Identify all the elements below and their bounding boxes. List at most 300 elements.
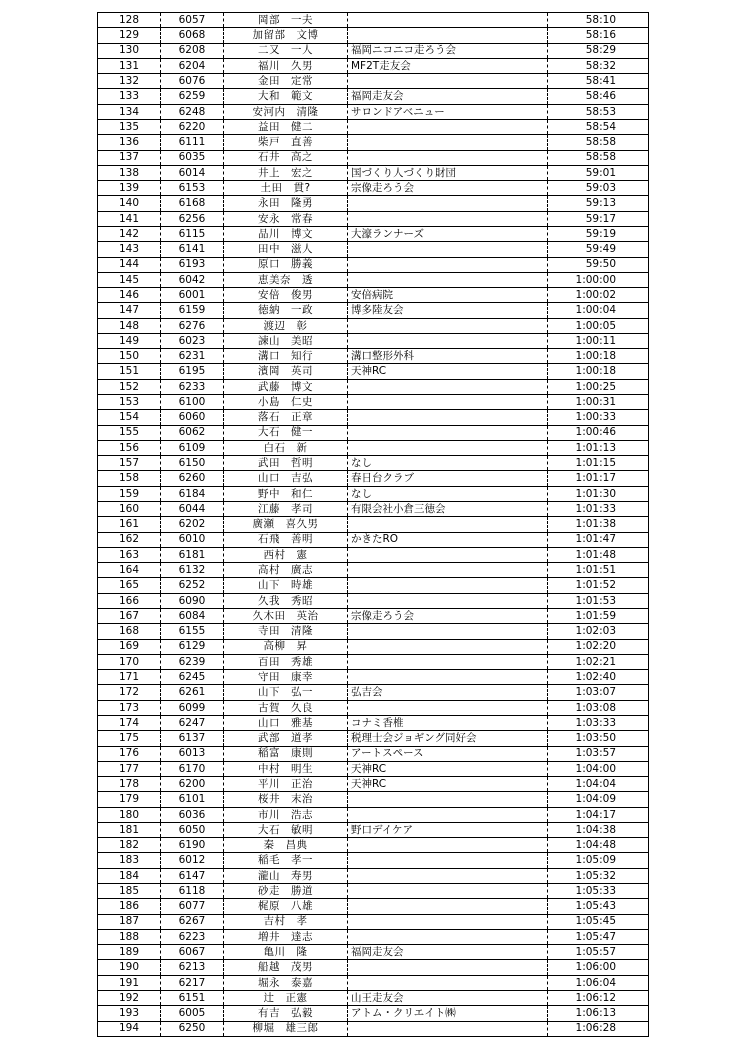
bib-number-cell: 6118 <box>161 884 224 899</box>
bib-number-cell: 6248 <box>161 104 224 119</box>
rank-cell: 136 <box>98 135 161 150</box>
table-row <box>98 425 649 440</box>
finish-time-cell: 1:00:33 <box>548 410 649 425</box>
table-row <box>98 349 649 364</box>
bib-number-cell: 6159 <box>161 303 224 318</box>
runner-name-cell: 諫山 美昭 <box>224 333 348 348</box>
finish-time-cell: 59:03 <box>548 181 649 196</box>
bib-number-cell: 6217 <box>161 975 224 990</box>
runner-name-cell: 加留部 文博 <box>224 28 348 43</box>
table-row <box>98 58 649 73</box>
table-row <box>98 440 649 455</box>
bib-number-cell: 6005 <box>161 1006 224 1021</box>
table-row <box>98 74 649 89</box>
rank-cell: 157 <box>98 456 161 471</box>
table-row <box>98 700 649 715</box>
rank-cell: 188 <box>98 929 161 944</box>
rank-cell: 187 <box>98 914 161 929</box>
finish-time-cell: 1:06:04 <box>548 975 649 990</box>
bib-number-cell: 6170 <box>161 761 224 776</box>
rank-cell: 139 <box>98 181 161 196</box>
runner-name-cell: 砂走 勝道 <box>224 884 348 899</box>
bib-number-cell: 6184 <box>161 486 224 501</box>
runner-name-cell: 田中 滋人 <box>224 242 348 257</box>
team-cell: 安倍病院 <box>348 288 548 303</box>
runner-name-cell: 石井 高之 <box>224 150 348 165</box>
finish-time-cell: 1:01:52 <box>548 578 649 593</box>
rank-cell: 137 <box>98 150 161 165</box>
bib-number-cell: 6101 <box>161 792 224 807</box>
table-row <box>98 181 649 196</box>
rank-cell: 178 <box>98 777 161 792</box>
team-cell: かきたRO <box>348 532 548 547</box>
finish-time-cell: 1:03:57 <box>548 746 649 761</box>
runner-name-cell: 山口 吉弘 <box>224 471 348 486</box>
rank-cell: 150 <box>98 349 161 364</box>
table-row <box>98 853 649 868</box>
runner-name-cell: 井上 宏之 <box>224 165 348 180</box>
runner-name-cell: 梶原 八雄 <box>224 899 348 914</box>
team-cell <box>348 853 548 868</box>
table-row <box>98 685 649 700</box>
table-row <box>98 578 649 593</box>
table-row <box>98 379 649 394</box>
rank-cell: 153 <box>98 395 161 410</box>
runner-name-cell: 石飛 善明 <box>224 532 348 547</box>
team-cell <box>348 395 548 410</box>
finish-time-cell: 1:05:45 <box>548 914 649 929</box>
rank-cell: 145 <box>98 272 161 287</box>
runner-name-cell: 恵美奈 透 <box>224 272 348 287</box>
finish-time-cell: 58:32 <box>548 58 649 73</box>
bib-number-cell: 6193 <box>161 257 224 272</box>
team-cell <box>348 333 548 348</box>
rank-cell: 180 <box>98 807 161 822</box>
team-cell <box>348 593 548 608</box>
rank-cell: 191 <box>98 975 161 990</box>
runner-name-cell: 稲毛 孝一 <box>224 853 348 868</box>
bib-number-cell: 6044 <box>161 502 224 517</box>
runner-name-cell: 安永 常春 <box>224 211 348 226</box>
finish-time-cell: 1:01:53 <box>548 593 649 608</box>
rank-cell: 132 <box>98 74 161 89</box>
team-cell <box>348 410 548 425</box>
runner-name-cell: 金田 定常 <box>224 74 348 89</box>
runner-name-cell: 柳堀 雄三郎 <box>224 1021 348 1036</box>
runner-name-cell: 寺田 清隆 <box>224 624 348 639</box>
finish-time-cell: 1:00:25 <box>548 379 649 394</box>
table-row <box>98 502 649 517</box>
results-body <box>98 13 649 1037</box>
bib-number-cell: 6023 <box>161 333 224 348</box>
table-row <box>98 960 649 975</box>
runner-name-cell: 辻 正憲 <box>224 991 348 1006</box>
finish-time-cell: 1:00:18 <box>548 364 649 379</box>
finish-time-cell: 1:02:40 <box>548 670 649 685</box>
team-cell: 春日台クラブ <box>348 471 548 486</box>
team-cell: サロンドアベニュー <box>348 104 548 119</box>
rank-cell: 168 <box>98 624 161 639</box>
bib-number-cell: 6151 <box>161 991 224 1006</box>
bib-number-cell: 6260 <box>161 471 224 486</box>
bib-number-cell: 6220 <box>161 119 224 134</box>
rank-cell: 140 <box>98 196 161 211</box>
finish-time-cell: 58:58 <box>548 150 649 165</box>
table-row <box>98 822 649 837</box>
table-row <box>98 89 649 104</box>
table-row <box>98 28 649 43</box>
bib-number-cell: 6068 <box>161 28 224 43</box>
team-cell <box>348 425 548 440</box>
team-cell <box>348 1021 548 1036</box>
rank-cell: 144 <box>98 257 161 272</box>
rank-cell: 134 <box>98 104 161 119</box>
runner-name-cell: 徳納 一政 <box>224 303 348 318</box>
finish-time-cell: 58:29 <box>548 43 649 58</box>
table-row <box>98 624 649 639</box>
finish-time-cell: 58:10 <box>548 13 649 28</box>
table-row <box>98 670 649 685</box>
table-row <box>98 364 649 379</box>
table-row <box>98 196 649 211</box>
finish-time-cell: 1:04:48 <box>548 838 649 853</box>
table-row <box>98 914 649 929</box>
finish-time-cell: 1:06:00 <box>548 960 649 975</box>
runner-name-cell: 桜井 末治 <box>224 792 348 807</box>
finish-time-cell: 1:03:07 <box>548 685 649 700</box>
bib-number-cell: 6195 <box>161 364 224 379</box>
bib-number-cell: 6155 <box>161 624 224 639</box>
bib-number-cell: 6208 <box>161 43 224 58</box>
table-row <box>98 211 649 226</box>
rank-cell: 173 <box>98 700 161 715</box>
bib-number-cell: 6115 <box>161 226 224 241</box>
table-row <box>98 884 649 899</box>
runner-name-cell: 大石 健一 <box>224 425 348 440</box>
runner-name-cell: 久木田 英治 <box>224 608 348 623</box>
team-cell: 福岡走友会 <box>348 89 548 104</box>
rank-cell: 166 <box>98 593 161 608</box>
rank-cell: 128 <box>98 13 161 28</box>
runner-name-cell: 落石 正章 <box>224 410 348 425</box>
runner-name-cell: 吉村 孝 <box>224 914 348 929</box>
rank-cell: 177 <box>98 761 161 776</box>
rank-cell: 169 <box>98 639 161 654</box>
runner-name-cell: 亀川 隆 <box>224 945 348 960</box>
finish-time-cell: 1:03:33 <box>548 715 649 730</box>
finish-time-cell: 1:05:57 <box>548 945 649 960</box>
team-cell: 宗像走ろう会 <box>348 608 548 623</box>
team-cell <box>348 807 548 822</box>
results-table <box>97 12 649 1037</box>
bib-number-cell: 6012 <box>161 853 224 868</box>
table-row <box>98 807 649 822</box>
rank-cell: 165 <box>98 578 161 593</box>
rank-cell: 159 <box>98 486 161 501</box>
bib-number-cell: 6259 <box>161 89 224 104</box>
table-row <box>98 318 649 333</box>
table-row <box>98 471 649 486</box>
rank-cell: 172 <box>98 685 161 700</box>
runner-name-cell: 原口 勝義 <box>224 257 348 272</box>
bib-number-cell: 6111 <box>161 135 224 150</box>
finish-time-cell: 1:00:00 <box>548 272 649 287</box>
table-row <box>98 1006 649 1021</box>
table-row <box>98 1021 649 1036</box>
table-row <box>98 868 649 883</box>
table-row <box>98 608 649 623</box>
runner-name-cell: 堀永 泰嘉 <box>224 975 348 990</box>
table-row <box>98 899 649 914</box>
table-row <box>98 135 649 150</box>
table-row <box>98 242 649 257</box>
rank-cell: 162 <box>98 532 161 547</box>
runner-name-cell: 岡部 一夫 <box>224 13 348 28</box>
team-cell <box>348 242 548 257</box>
table-row <box>98 165 649 180</box>
rank-cell: 148 <box>98 318 161 333</box>
rank-cell: 185 <box>98 884 161 899</box>
bib-number-cell: 6050 <box>161 822 224 837</box>
rank-cell: 161 <box>98 517 161 532</box>
team-cell <box>348 150 548 165</box>
finish-time-cell: 59:49 <box>548 242 649 257</box>
bib-number-cell: 6181 <box>161 547 224 562</box>
finish-time-cell: 1:00:18 <box>548 349 649 364</box>
table-row <box>98 991 649 1006</box>
bib-number-cell: 6250 <box>161 1021 224 1036</box>
table-row <box>98 303 649 318</box>
team-cell <box>348 975 548 990</box>
rank-cell: 194 <box>98 1021 161 1036</box>
finish-time-cell: 59:19 <box>548 226 649 241</box>
rank-cell: 189 <box>98 945 161 960</box>
rank-cell: 160 <box>98 502 161 517</box>
table-row <box>98 150 649 165</box>
rank-cell: 184 <box>98 868 161 883</box>
finish-time-cell: 59:13 <box>548 196 649 211</box>
team-cell <box>348 257 548 272</box>
rank-cell: 143 <box>98 242 161 257</box>
runner-name-cell: 有吉 弘毅 <box>224 1006 348 1021</box>
finish-time-cell: 1:05:33 <box>548 884 649 899</box>
rank-cell: 141 <box>98 211 161 226</box>
runner-name-cell: 高柳 昇 <box>224 639 348 654</box>
rank-cell: 131 <box>98 58 161 73</box>
table-row <box>98 226 649 241</box>
finish-time-cell: 59:50 <box>548 257 649 272</box>
finish-time-cell: 58:41 <box>548 74 649 89</box>
runner-name-cell: 濱岡 英司 <box>224 364 348 379</box>
runner-name-cell: 増井 達志 <box>224 929 348 944</box>
runner-name-cell: 二又 一人 <box>224 43 348 58</box>
finish-time-cell: 1:01:33 <box>548 502 649 517</box>
runner-name-cell: 秦 昌典 <box>224 838 348 853</box>
rank-cell: 138 <box>98 165 161 180</box>
bib-number-cell: 6213 <box>161 960 224 975</box>
finish-time-cell: 1:00:04 <box>548 303 649 318</box>
runner-name-cell: 野中 和仁 <box>224 486 348 501</box>
runner-name-cell: 土田 貫? <box>224 181 348 196</box>
rank-cell: 155 <box>98 425 161 440</box>
bib-number-cell: 6153 <box>161 181 224 196</box>
runner-name-cell: 永田 隆勇 <box>224 196 348 211</box>
table-row <box>98 532 649 547</box>
bib-number-cell: 6245 <box>161 670 224 685</box>
table-row <box>98 777 649 792</box>
bib-number-cell: 6190 <box>161 838 224 853</box>
table-row <box>98 593 649 608</box>
team-cell <box>348 547 548 562</box>
runner-name-cell: 古賀 久良 <box>224 700 348 715</box>
bib-number-cell: 6147 <box>161 868 224 883</box>
rank-cell: 174 <box>98 715 161 730</box>
runner-name-cell: 百田 秀雄 <box>224 654 348 669</box>
runner-name-cell: 瀧山 寿男 <box>224 868 348 883</box>
rank-cell: 130 <box>98 43 161 58</box>
runner-name-cell: 江藤 孝司 <box>224 502 348 517</box>
finish-time-cell: 59:01 <box>548 165 649 180</box>
finish-time-cell: 1:04:17 <box>548 807 649 822</box>
bib-number-cell: 6010 <box>161 532 224 547</box>
rank-cell: 176 <box>98 746 161 761</box>
team-cell: 宗像走ろう会 <box>348 181 548 196</box>
team-cell <box>348 28 548 43</box>
team-cell <box>348 517 548 532</box>
table-row <box>98 563 649 578</box>
finish-time-cell: 1:05:43 <box>548 899 649 914</box>
bib-number-cell: 6067 <box>161 945 224 960</box>
runner-name-cell: 溝口 知行 <box>224 349 348 364</box>
finish-time-cell: 1:06:12 <box>548 991 649 1006</box>
finish-time-cell: 1:02:21 <box>548 654 649 669</box>
rank-cell: 152 <box>98 379 161 394</box>
runner-name-cell: 柴戸 直善 <box>224 135 348 150</box>
rank-cell: 133 <box>98 89 161 104</box>
rank-cell: 154 <box>98 410 161 425</box>
table-row <box>98 654 649 669</box>
bib-number-cell: 6204 <box>161 58 224 73</box>
finish-time-cell: 1:01:17 <box>548 471 649 486</box>
runner-name-cell: 船越 茂男 <box>224 960 348 975</box>
rank-cell: 167 <box>98 608 161 623</box>
team-cell <box>348 868 548 883</box>
team-cell: 福岡ニコニコ走ろう会 <box>348 43 548 58</box>
bib-number-cell: 6247 <box>161 715 224 730</box>
rank-cell: 158 <box>98 471 161 486</box>
bib-number-cell: 6084 <box>161 608 224 623</box>
bib-number-cell: 6060 <box>161 410 224 425</box>
runner-name-cell: 武部 道孝 <box>224 731 348 746</box>
rank-cell: 186 <box>98 899 161 914</box>
runner-name-cell: 守田 康幸 <box>224 670 348 685</box>
team-cell: アトム・クリエイト㈱ <box>348 1006 548 1021</box>
team-cell <box>348 929 548 944</box>
bib-number-cell: 6223 <box>161 929 224 944</box>
table-row <box>98 288 649 303</box>
runner-name-cell: 品川 博文 <box>224 226 348 241</box>
team-cell: なし <box>348 486 548 501</box>
table-row <box>98 13 649 28</box>
team-cell <box>348 639 548 654</box>
bib-number-cell: 6231 <box>161 349 224 364</box>
bib-number-cell: 6014 <box>161 165 224 180</box>
team-cell <box>348 792 548 807</box>
runner-name-cell: 高村 廣志 <box>224 563 348 578</box>
finish-time-cell: 1:04:09 <box>548 792 649 807</box>
runner-name-cell: 山下 弘一 <box>224 685 348 700</box>
bib-number-cell: 6013 <box>161 746 224 761</box>
finish-time-cell: 1:06:28 <box>548 1021 649 1036</box>
finish-time-cell: 1:01:38 <box>548 517 649 532</box>
bib-number-cell: 6036 <box>161 807 224 822</box>
team-cell <box>348 654 548 669</box>
team-cell <box>348 318 548 333</box>
finish-time-cell: 1:02:03 <box>548 624 649 639</box>
runner-name-cell: 西村 憲 <box>224 547 348 562</box>
bib-number-cell: 6267 <box>161 914 224 929</box>
table-row <box>98 395 649 410</box>
team-cell: 弘吉会 <box>348 685 548 700</box>
rank-cell: 129 <box>98 28 161 43</box>
rank-cell: 151 <box>98 364 161 379</box>
finish-time-cell: 58:46 <box>548 89 649 104</box>
team-cell: 山王走友会 <box>348 991 548 1006</box>
runner-name-cell: 久我 秀昭 <box>224 593 348 608</box>
rank-cell: 190 <box>98 960 161 975</box>
runner-name-cell: 廣瀬 喜久男 <box>224 517 348 532</box>
team-cell: 野口デイケア <box>348 822 548 837</box>
rank-cell: 171 <box>98 670 161 685</box>
bib-number-cell: 6233 <box>161 379 224 394</box>
rank-cell: 170 <box>98 654 161 669</box>
finish-time-cell: 1:03:50 <box>548 731 649 746</box>
table-row <box>98 761 649 776</box>
table-row <box>98 945 649 960</box>
team-cell <box>348 700 548 715</box>
table-row <box>98 333 649 348</box>
finish-time-cell: 1:04:00 <box>548 761 649 776</box>
bib-number-cell: 6062 <box>161 425 224 440</box>
rank-cell: 179 <box>98 792 161 807</box>
runner-name-cell: 白石 新 <box>224 440 348 455</box>
team-cell <box>348 440 548 455</box>
team-cell: MF2T走友会 <box>348 58 548 73</box>
bib-number-cell: 6090 <box>161 593 224 608</box>
runner-name-cell: 稲富 康則 <box>224 746 348 761</box>
rank-cell: 156 <box>98 440 161 455</box>
team-cell <box>348 670 548 685</box>
runner-name-cell: 益田 健二 <box>224 119 348 134</box>
team-cell <box>348 135 548 150</box>
table-row <box>98 746 649 761</box>
bib-number-cell: 6141 <box>161 242 224 257</box>
team-cell <box>348 563 548 578</box>
runner-name-cell: 中村 明生 <box>224 761 348 776</box>
bib-number-cell: 6100 <box>161 395 224 410</box>
runner-name-cell: 安河内 清隆 <box>224 104 348 119</box>
finish-time-cell: 1:00:02 <box>548 288 649 303</box>
bib-number-cell: 6256 <box>161 211 224 226</box>
rank-cell: 164 <box>98 563 161 578</box>
bib-number-cell: 6099 <box>161 700 224 715</box>
table-row <box>98 410 649 425</box>
runner-name-cell: 山下 時雄 <box>224 578 348 593</box>
bib-number-cell: 6168 <box>161 196 224 211</box>
finish-time-cell: 1:00:31 <box>548 395 649 410</box>
finish-time-cell: 1:01:47 <box>548 532 649 547</box>
table-row <box>98 975 649 990</box>
